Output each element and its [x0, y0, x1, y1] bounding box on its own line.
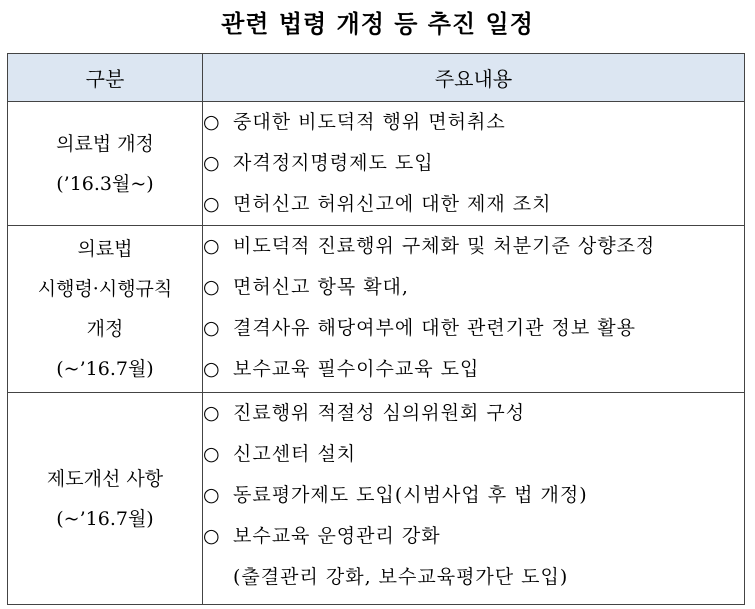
list-item — [203, 349, 744, 390]
list-item — [203, 226, 744, 267]
item-text: 면허신고 항목 확대, — [233, 276, 409, 298]
circle-bullet-icon: ○ — [203, 402, 221, 424]
category-line: (’16.3월~) — [56, 172, 154, 195]
row-category — [8, 226, 203, 393]
row-items — [203, 102, 745, 226]
circle-bullet-icon: ○ — [203, 317, 221, 339]
item-note: (출결관리 강화, 보수교육평가단 도입) — [233, 566, 569, 588]
item-text: 신고센터 설치 — [233, 443, 357, 465]
list-item — [203, 393, 744, 434]
category-line: (~’16.7월) — [56, 507, 154, 530]
circle-bullet-icon: ○ — [203, 358, 221, 380]
row-category — [8, 393, 203, 605]
category-line: 시행령·시행규칙 — [37, 278, 173, 300]
page-title: 관련 법령 개정 등 추진 일정 — [221, 9, 534, 38]
circle-bullet-icon: ○ — [203, 484, 221, 506]
list-item — [203, 184, 744, 225]
item-text: 중대한 비도덕적 행위 면허취소 — [233, 111, 506, 133]
circle-bullet-icon: ○ — [203, 443, 221, 465]
row-items — [203, 393, 745, 605]
list-item — [203, 516, 744, 557]
table-row — [8, 393, 745, 605]
item-text: 진료행위 적절성 심의위원회 구성 — [233, 402, 526, 424]
item-text: 동료평가제도 도입(시범사업 후 법 개정) — [233, 484, 588, 506]
header-category: 구분 — [8, 54, 203, 102]
circle-bullet-icon: ○ — [203, 235, 221, 257]
list-item — [203, 102, 744, 143]
category-line: 의료법 — [77, 238, 133, 260]
category-line: 의료법 개정 — [56, 132, 154, 155]
category-line: (~’16.7월) — [56, 358, 154, 380]
list-item — [203, 143, 744, 184]
circle-bullet-icon: ○ — [203, 111, 221, 133]
header-content: 주요내용 — [203, 54, 745, 102]
circle-bullet-icon: ○ — [203, 525, 221, 547]
row-items — [203, 226, 745, 393]
item-text: 보수교육 필수이수교육 도입 — [233, 358, 480, 380]
table-header-row — [8, 54, 745, 102]
category-line: 제도개선 사항 — [46, 467, 164, 490]
row-category — [8, 102, 203, 226]
item-text: 자격정지명령제도 도입 — [233, 152, 434, 174]
item-text: 비도덕적 진료행위 구체화 및 처분기준 상향조정 — [233, 235, 656, 257]
list-item — [203, 308, 744, 349]
list-item — [203, 434, 744, 475]
circle-bullet-icon: ○ — [203, 193, 221, 215]
list-item — [203, 267, 744, 308]
category-line: 개정 — [86, 318, 124, 340]
table-row — [8, 102, 745, 226]
table-row — [8, 226, 745, 393]
circle-bullet-icon: ○ — [203, 276, 221, 298]
item-text: 보수교육 운영관리 강화 — [233, 525, 441, 547]
list-item — [203, 475, 744, 516]
circle-bullet-icon: ○ — [203, 152, 221, 174]
schedule-table — [7, 53, 745, 605]
item-text: 결격사유 해당여부에 대한 관련기관 정보 활용 — [233, 317, 636, 339]
item-text: 면허신고 허위신고에 대한 제재 조치 — [233, 193, 552, 215]
